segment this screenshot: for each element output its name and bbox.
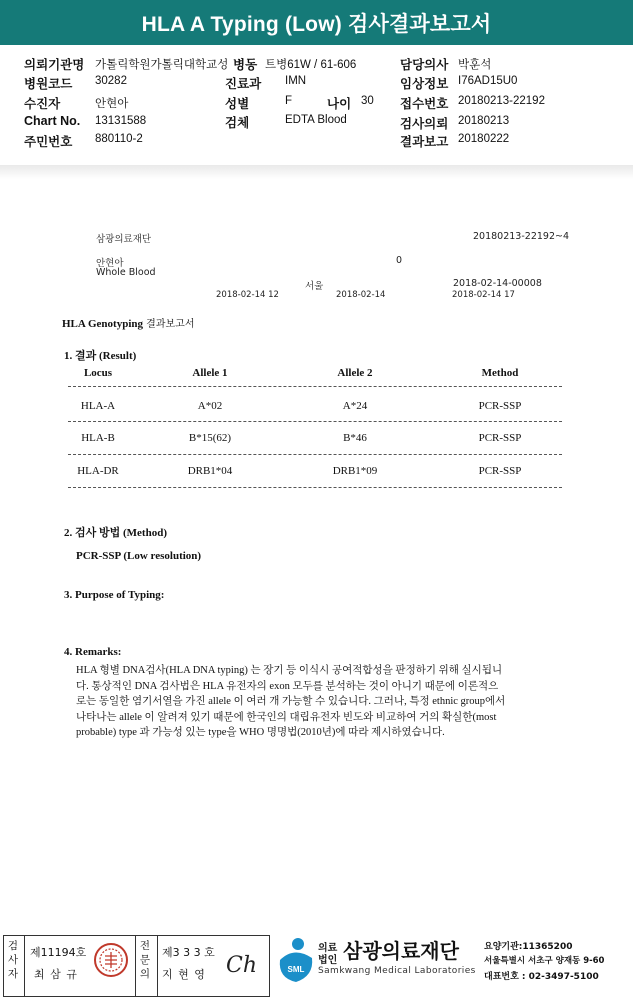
table-header-locus: Locus — [83, 367, 113, 379]
table-divider — [68, 487, 562, 488]
report-title: HLA A Typing (Low) 검사결과보고서 — [0, 0, 633, 45]
value-result-report: 20180222 — [458, 133, 510, 145]
corp-phone: 대표번호 : 02-3497-5100 — [484, 972, 599, 982]
label-accession-no: 접수번호 — [400, 97, 449, 111]
table-cell-method: PCR-SSP — [478, 465, 522, 477]
inspector-license-no: 제11194호 — [30, 946, 87, 959]
value-hospital-code: 30282 — [95, 75, 127, 87]
value-ward: 트병61W / 61-606 — [265, 59, 357, 71]
value-test-request: 20180213 — [458, 115, 510, 127]
doc-zero: 0 — [396, 255, 403, 266]
label-specimen: 검체 — [225, 116, 250, 130]
section-4-title: 4. Remarks: — [64, 646, 122, 658]
doc-report-heading-ko: 결과보고서 — [143, 319, 195, 330]
label-chart-no: Chart No. — [24, 114, 81, 128]
doc-reference-no: 20180213-22192~4 — [473, 231, 570, 242]
doc-report-heading — [62, 315, 194, 330]
reviewer-name: 지 현 영 — [162, 968, 206, 981]
label-sex: 성별 — [225, 97, 250, 111]
table-cell-allele-1: DRB1*04 — [187, 465, 233, 477]
corp-name-en: Samkwang Medical Laboratories — [318, 966, 476, 976]
label-department: 진료과 — [225, 77, 262, 91]
table-divider — [68, 386, 562, 387]
sml-logo-icon — [272, 936, 316, 986]
inspector-label: 검사자 — [7, 940, 19, 980]
value-chart-no: 13131588 — [95, 115, 147, 127]
remarks-line: 다. 통상적인 DNA 검사법은 HLA 유전자의 exon 모두를 분석하는 것이 아니기 때문에 이론적으 — [76, 680, 499, 692]
corp-label-1: 의료 — [318, 943, 338, 954]
label-patient: 수진자 — [24, 97, 61, 111]
corp-address: 서울특별시 서초구 양재동 9-60 — [484, 956, 605, 966]
sml-logo-text: SML — [287, 965, 305, 974]
remarks-line: 로는 동일한 염기서열을 가진 allele 이 여러 개 가능할 수 있습니다. 그러나, 특정 ethnic group에서 — [76, 696, 506, 707]
value-attending-physician: 박훈석 — [458, 59, 492, 71]
section-1-title: 1. 결과 (Result) — [64, 350, 137, 362]
label-result-report: 결과보고 — [400, 135, 449, 149]
table-cell-locus: HLA-DR — [77, 465, 119, 477]
label-test-request: 검사의뢰 — [400, 117, 449, 131]
table-header-allele-2: Allele 2 — [337, 367, 373, 379]
reviewer-license-no: 제3 3 3 호 — [162, 946, 215, 959]
corp-label-2: 법인 — [318, 955, 338, 966]
table-divider — [68, 421, 562, 422]
reviewer-label: 전문의 — [139, 940, 151, 980]
value-age: 30 — [361, 95, 374, 107]
value-department: IMN — [285, 75, 307, 87]
corp-name: 삼광의료재단 — [343, 939, 459, 963]
reviewer-signature: Ch — [226, 953, 258, 978]
table-cell-allele-2: DRB1*09 — [332, 465, 378, 477]
label-hospital-code: 병원코드 — [24, 77, 73, 91]
table-cell-method: PCR-SSP — [478, 432, 522, 444]
label-requesting-institution: 의뢰기관명 — [24, 58, 85, 72]
value-resident-no: 880110-2 — [95, 133, 143, 145]
doc-report-no: 2018-02-14-00008 — [453, 278, 542, 289]
value-requesting-institution: 가톨릭학원가톨릭대학교성 — [95, 59, 229, 71]
table-divider — [68, 454, 562, 455]
table-cell-allele-2: B*46 — [343, 432, 367, 444]
label-age: 나이 — [327, 97, 352, 111]
table-header-method: Method — [481, 367, 519, 379]
table-cell-allele-1: B*15(62) — [188, 432, 232, 444]
inspector-seal-icon — [93, 942, 129, 978]
remarks-line: probable) type 과 가능성 있는 type을 WHO 명명법(2010년)에 따라 제시하였습니다. — [76, 727, 445, 738]
remarks-line: HLA 형별 DNA검사(HLA DNA typing) 는 장기 등 이식시 공여적합성을 판정하기 위해 실시됩니 — [76, 665, 503, 676]
table-cell-method: PCR-SSP — [478, 400, 522, 412]
doc-org-name: 삼광의료재단 — [96, 234, 152, 245]
table-cell-allele-2: A*24 — [342, 400, 368, 412]
inspector-name: 최 삼 규 — [34, 968, 78, 981]
value-accession-no: 20180213-22192 — [458, 95, 545, 107]
remarks-text — [76, 663, 574, 741]
doc-date-1: 2018-02-14 12 — [216, 290, 279, 300]
doc-date-2: 2018-02-14 — [336, 290, 386, 300]
header-divider-shadow — [0, 165, 633, 179]
table-header-allele-1: Allele 1 — [192, 367, 228, 379]
label-clinical-info: 임상정보 — [400, 77, 449, 91]
label-ward: 병동 — [233, 58, 258, 72]
doc-patient-name: 안현아 — [96, 258, 124, 269]
value-sex: F — [285, 95, 293, 107]
section-2-title: 2. 검사 방법 (Method) — [64, 527, 167, 539]
label-attending-physician: 담당의사 — [400, 58, 449, 72]
section-2-body: PCR-SSP (Low resolution) — [76, 550, 202, 562]
remarks-line: 나타나는 allele 이 알려져 있기 때문에 한국인의 대립유전자 빈도와 비교하여 거의 확실한(most — [76, 711, 497, 723]
doc-date-3: 2018-02-14 17 — [452, 290, 515, 300]
table-cell-allele-1: A*02 — [197, 400, 223, 412]
section-3-title: 3. Purpose of Typing: — [64, 589, 165, 601]
doc-specimen: Whole Blood — [96, 267, 156, 278]
doc-report-heading-en: HLA Genotyping — [62, 318, 143, 330]
doc-city: 서울 — [305, 281, 324, 292]
label-resident-no: 주민번호 — [24, 135, 73, 149]
value-patient: 안현아 — [95, 98, 129, 110]
value-specimen: EDTA Blood — [285, 114, 347, 126]
table-cell-locus: HLA-B — [81, 432, 115, 444]
value-clinical-info: I76AD15U0 — [458, 75, 518, 87]
table-cell-locus: HLA-A — [80, 400, 116, 412]
institution-code: 요양기관:11365200 — [484, 942, 573, 952]
